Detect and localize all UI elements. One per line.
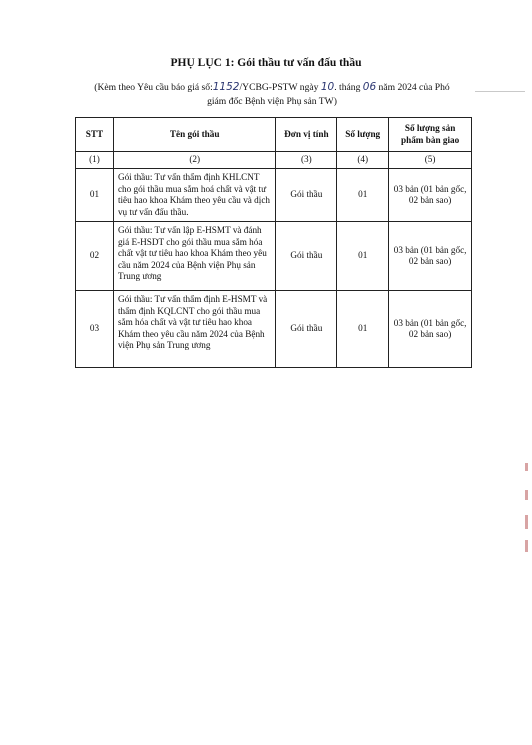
handwritten-month: 06: [362, 81, 377, 93]
row-stt: 01: [76, 169, 114, 222]
row-package-name: Gói thầu: Tư vấn thẩm định KHLCNT cho gói thầu mua sắm hoá chất và vật tư tiêu hao khoa Khám theo yêu cầu và dịch vụ tư vấn đấu thầu.: [113, 169, 276, 222]
row-unit: Gói thầu: [276, 169, 337, 222]
row-deliverables: 03 bản (01 bản gốc, 02 bản sao): [389, 222, 472, 291]
row-stt: 02: [76, 222, 114, 291]
header-quantity: Số lượng: [337, 118, 389, 152]
table-row: [76, 169, 472, 222]
row-package-name: Gói thầu: Tư vấn lập E-HSMT và đánh giá E-HSDT cho gói thầu mua sắm hóa chất vật tư tiêu hao khoa Khám theo yêu cầu năm 2024 của Bệnh viện Phụ sản Trung ương: [113, 222, 276, 291]
table-index-row: [76, 152, 472, 169]
index-cell: (1): [76, 152, 114, 169]
margin-mark: [525, 490, 528, 500]
handwritten-day: 10: [320, 81, 335, 93]
header-stt: STT: [76, 118, 114, 152]
margin-mark: [525, 463, 528, 471]
subtitle-mid1: /YCBG-PSTW ngày: [239, 82, 319, 93]
subtitle-mid2: . tháng: [334, 82, 361, 93]
row-stt: 03: [76, 291, 114, 368]
row-quantity: 01: [337, 169, 389, 222]
row-deliverables: 03 bản (01 bản gốc, 02 bản sao): [389, 169, 472, 222]
subtitle-prefix: (Kèm theo Yêu cầu báo giá số:: [94, 82, 213, 93]
margin-mark: [525, 540, 528, 552]
row-deliverables: 03 bản (01 bản gốc, 02 bản sao): [389, 291, 472, 368]
row-quantity: 01: [337, 222, 389, 291]
margin-mark: [525, 515, 528, 529]
table-header-row: [76, 118, 472, 152]
subtitle-line2: giám đốc Bệnh viện Phụ sản TW): [207, 96, 337, 107]
index-cell: (2): [113, 152, 276, 169]
row-package-name: Gói thầu: Tư vấn thẩm định E-HSMT và thẩm định KQLCNT cho gói thầu mua sắm hóa chất và vật tư tiêu hao khoa Khám theo yêu cầu năm 2024 của Bệnh viện Phụ sản Trung ương: [113, 291, 276, 368]
scan-artifact: [475, 91, 525, 92]
row-quantity: 01: [337, 291, 389, 368]
handwritten-number: 1152: [212, 81, 240, 93]
index-cell: (3): [276, 152, 337, 169]
header-package-name: Tên gói thầu: [113, 118, 276, 152]
index-cell: (5): [389, 152, 472, 169]
table-row: [76, 291, 472, 368]
row-unit: Gói thầu: [276, 291, 337, 368]
row-unit: Gói thầu: [276, 222, 337, 291]
header-deliverables: Số lượng sản phẩm bàn giao: [389, 118, 472, 152]
table-row: [76, 222, 472, 291]
document-title: PHỤ LỤC 1: Gói thầu tư vấn đấu thầu: [170, 57, 362, 69]
index-cell: (4): [337, 152, 389, 169]
subtitle-mid3: năm 2024 của Phó: [376, 82, 450, 93]
header-unit: Đơn vị tính: [276, 118, 337, 152]
document-subtitle: [72, 80, 472, 109]
bidding-package-table: [75, 117, 472, 368]
